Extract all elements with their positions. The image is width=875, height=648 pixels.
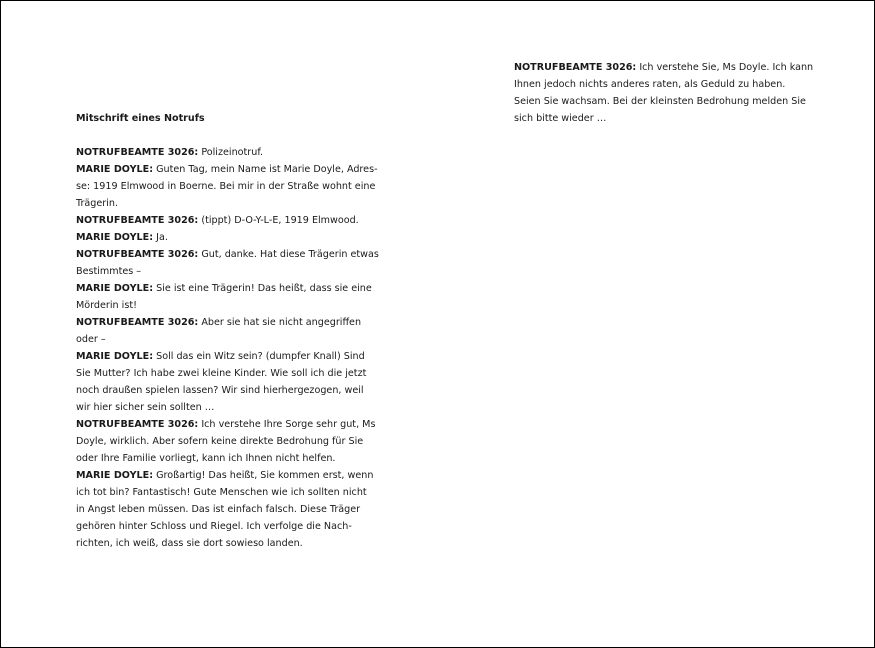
line-text: Ich verstehe Sie, Ms Doyle. Ich kann	[636, 62, 814, 73]
speaker-label: MARIE DOYLE:	[76, 351, 154, 362]
left-page	[76, 110, 379, 552]
right-page	[514, 59, 814, 127]
transcript-line	[76, 433, 376, 450]
line-text: gehören hinter Schloss und Riegel. Ich verfolge die Nach-	[76, 521, 352, 532]
transcript-line	[76, 161, 376, 178]
transcript-line	[76, 229, 376, 246]
page-heading: Mitschrift eines Notrufs	[76, 113, 205, 124]
speaker-label: NOTRUFBEAMTE 3026:	[76, 419, 199, 430]
line-text: ich tot bin? Fantastisch! Gute Menschen wie ich sollten nicht	[76, 487, 367, 498]
line-text: Mörderin ist!	[76, 300, 137, 311]
transcript-line	[76, 535, 376, 552]
transcript-line	[76, 518, 376, 535]
speaker-label: MARIE DOYLE:	[76, 232, 154, 243]
line-text: wir hier sicher sein sollten …	[76, 402, 215, 413]
transcript-line	[76, 280, 376, 297]
line-text: Doyle, wirklich. Aber sofern keine direkte Bedrohung für Sie	[76, 436, 364, 447]
speaker-label: NOTRUFBEAMTE 3026:	[76, 249, 199, 260]
transcript-line	[514, 93, 814, 110]
line-text: Soll das ein Witz sein? (dumpfer Knall) Sind	[153, 351, 365, 362]
line-text: sich bitte wieder …	[514, 113, 607, 124]
transcript-line	[76, 416, 376, 433]
transcript-line	[76, 348, 376, 365]
transcript-line	[76, 501, 376, 518]
speaker-label: NOTRUFBEAMTE 3026:	[76, 215, 199, 226]
line-text: oder –	[76, 334, 106, 345]
speaker-label: MARIE DOYLE:	[76, 283, 154, 294]
transcript-line	[76, 450, 376, 467]
transcript-line	[76, 195, 376, 212]
transcript-line	[76, 297, 376, 314]
speaker-label: NOTRUFBEAMTE 3026:	[76, 147, 199, 158]
line-text: (tippt) D-O-Y-L-E, 1919 Elmwood.	[198, 215, 359, 226]
line-text: noch draußen spielen lassen? Wir sind hierhergezogen, weil	[76, 385, 364, 396]
transcript-line	[76, 365, 376, 382]
line-text: oder Ihre Familie vorliegt, kann ich Ihnen nicht helfen.	[76, 453, 336, 464]
line-text: Aber sie hat sie nicht angegriffen	[198, 317, 362, 328]
line-text: Bestimmtes –	[76, 266, 142, 277]
speaker-label: MARIE DOYLE:	[76, 470, 154, 481]
line-text: Sie Mutter? Ich habe zwei kleine Kinder. Wie soll ich die jetzt	[76, 368, 367, 379]
line-text: in Angst leben müssen. Das ist einfach falsch. Diese Träger	[76, 504, 361, 515]
transcript-line	[76, 212, 376, 229]
transcript-line	[514, 59, 814, 76]
transcript-line	[76, 314, 376, 331]
transcript-line	[514, 110, 814, 127]
transcript-line	[76, 246, 379, 263]
transcript-line	[76, 178, 376, 195]
transcript-line	[76, 263, 376, 280]
transcript-line	[76, 331, 376, 348]
line-text: Sie ist eine Trägerin! Das heißt, dass sie eine	[153, 283, 372, 294]
line-text: Seien Sie wachsam. Bei der kleinsten Bedrohung melden Sie	[514, 96, 806, 107]
transcript-line	[76, 467, 376, 484]
transcript-line	[76, 382, 376, 399]
speaker-label: MARIE DOYLE:	[76, 164, 154, 175]
line-text: Ihnen jedoch nichts anderes raten, als Geduld zu haben.	[514, 79, 786, 90]
speaker-label: NOTRUFBEAMTE 3026:	[76, 317, 199, 328]
transcript-line	[514, 76, 814, 93]
line-text: Trägerin.	[76, 198, 119, 209]
transcript-line	[76, 144, 376, 161]
transcript-line	[76, 484, 376, 501]
line-text: Großartig! Das heißt, Sie kommen erst, wenn	[153, 470, 374, 481]
transcript-line	[76, 399, 376, 416]
line-text: Ja.	[153, 232, 168, 243]
line-text: richten, ich weiß, dass sie dort sowieso landen.	[76, 538, 303, 549]
line-text: se: 1919 Elmwood in Boerne. Bei mir in der Straße wohnt eine	[76, 181, 376, 192]
line-text: Gut, danke. Hat diese Trägerin etwas	[198, 249, 379, 260]
line-text: Ich verstehe Ihre Sorge sehr gut, Ms	[198, 419, 376, 430]
speaker-label: NOTRUFBEAMTE 3026:	[514, 62, 637, 73]
line-text: Polizeinotruf.	[198, 147, 264, 158]
line-text: Guten Tag, mein Name ist Marie Doyle, Adres-	[153, 164, 378, 175]
